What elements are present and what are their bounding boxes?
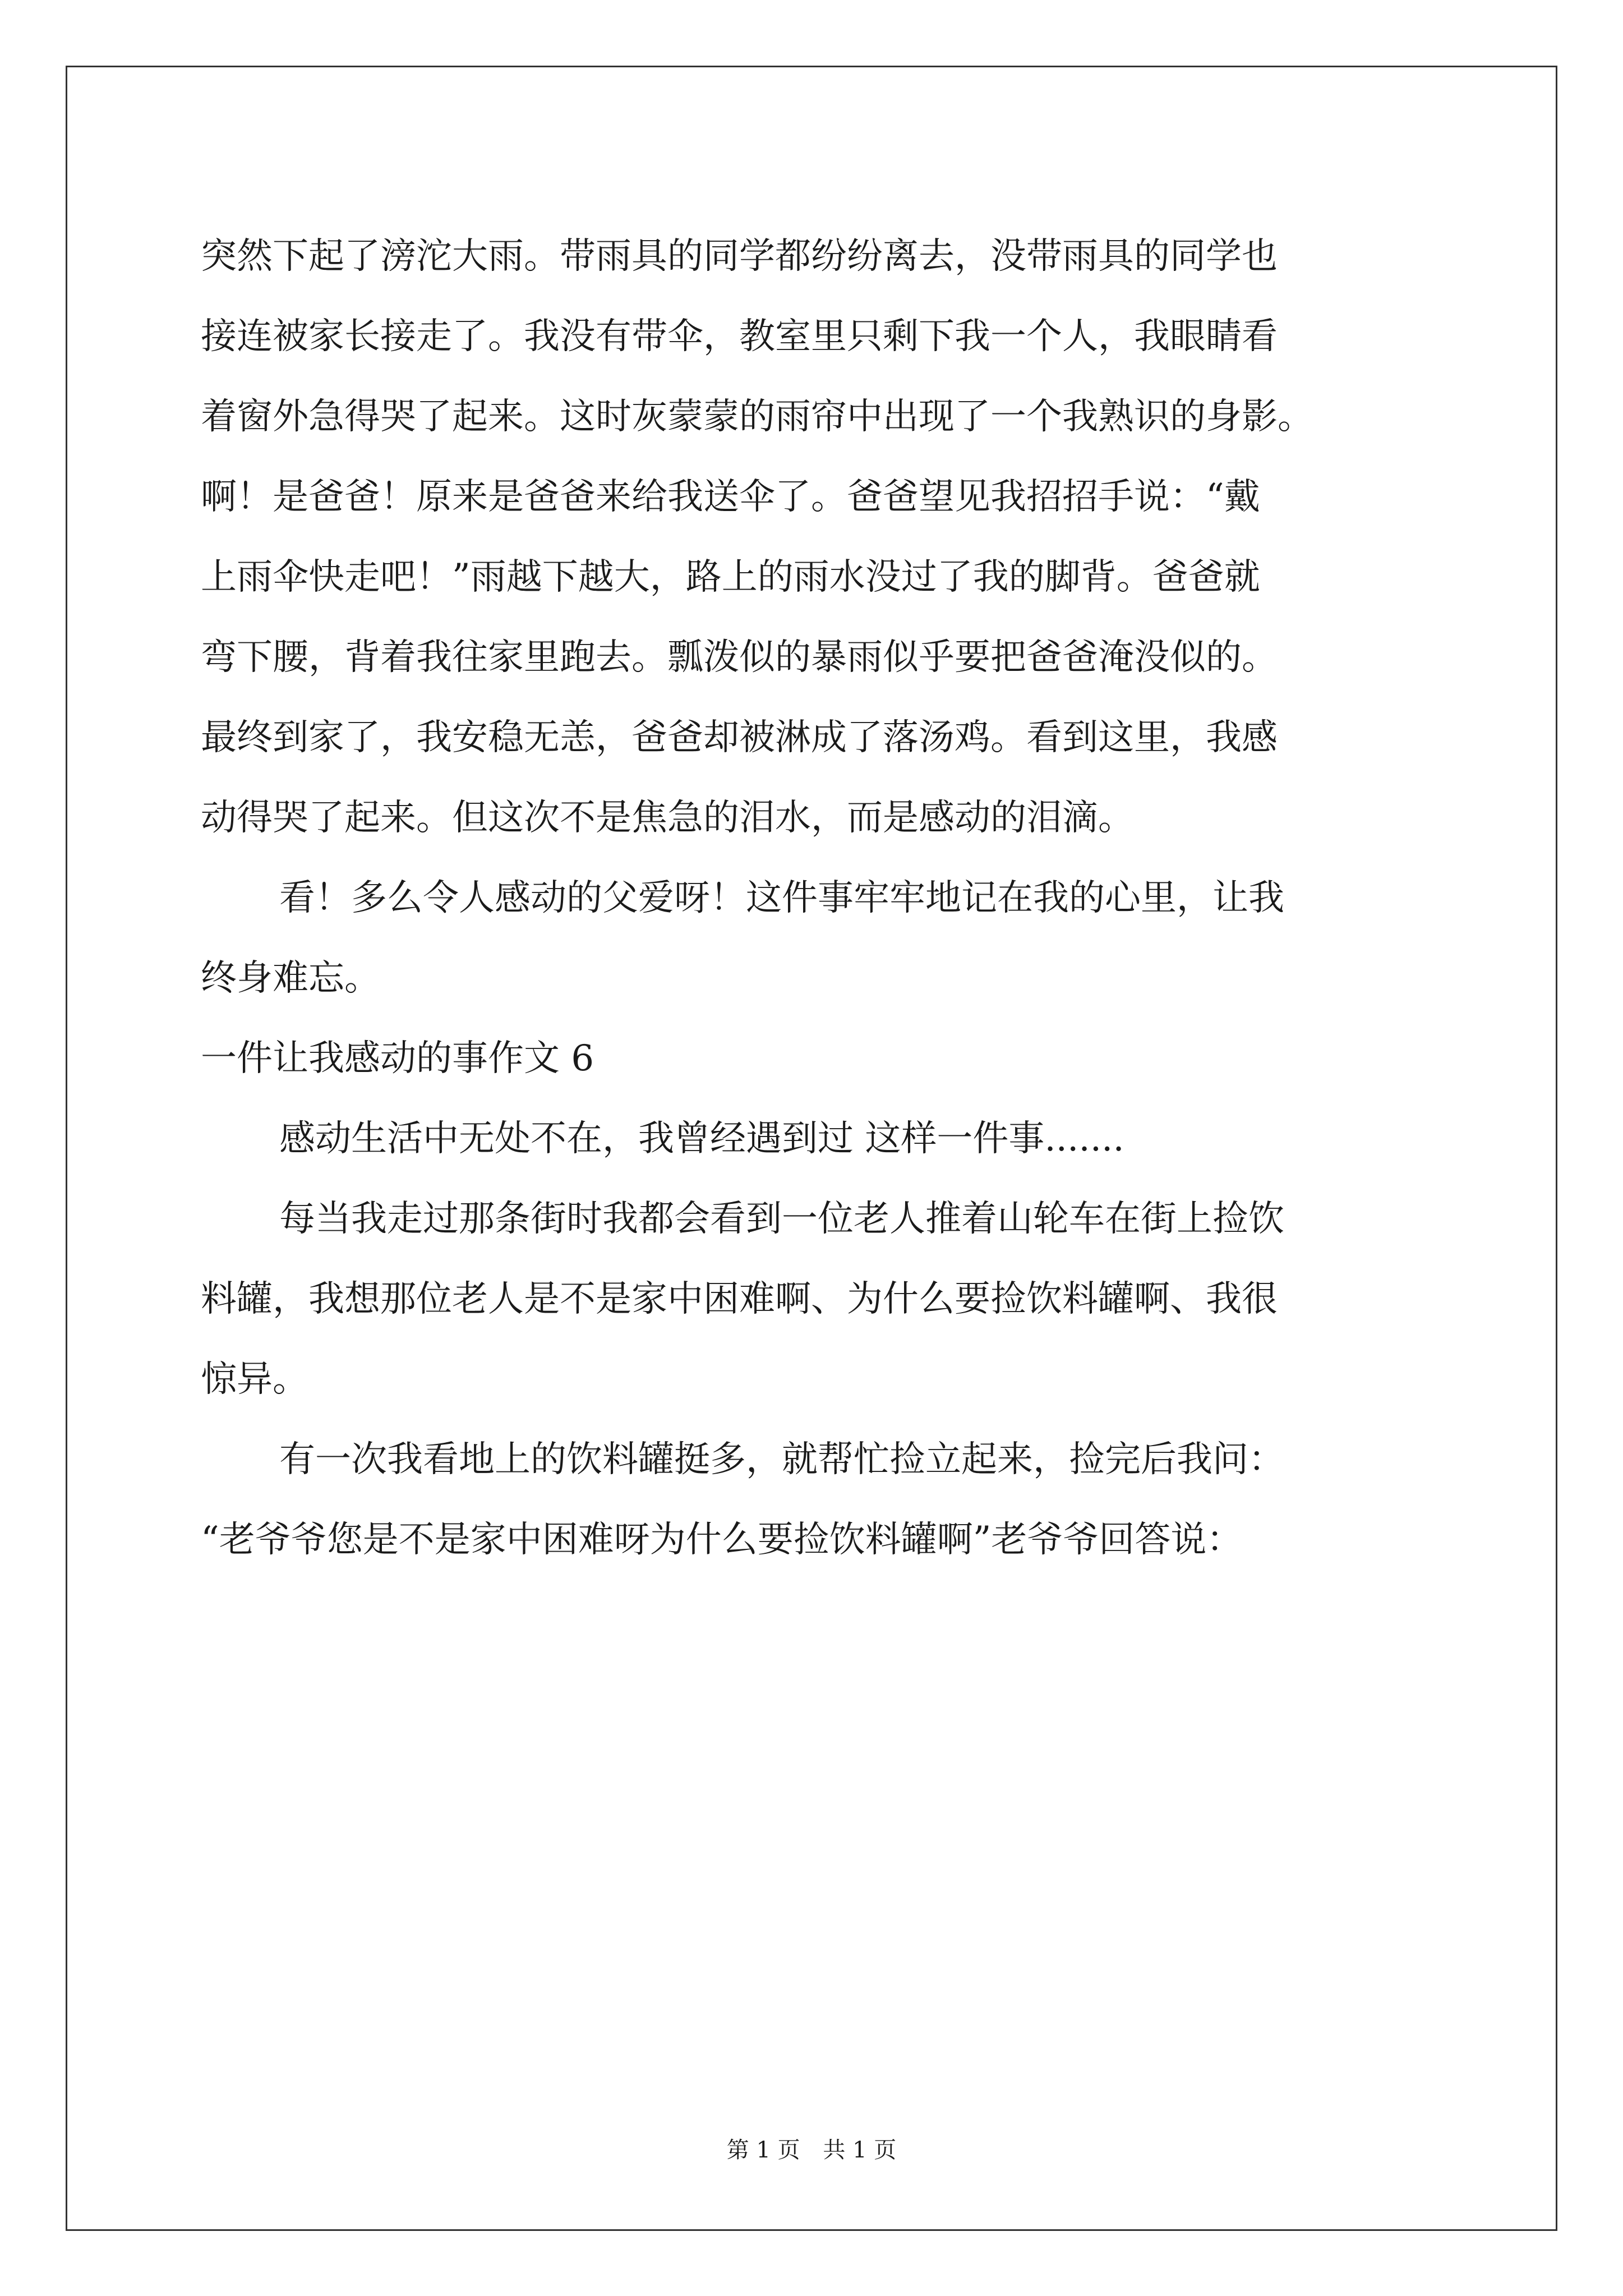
text-line-15: 惊异。 [201, 1359, 308, 1400]
text-line-5: 上雨伞快走吧！”雨越下越大，路上的雨水没过了我的脚背。爸爸就 [201, 556, 1260, 598]
page-number-total: 共 1 页 [823, 2137, 897, 2163]
text-line-9: 看！多么令人感动的父爱呀！这件事牢牢地记在我的心里，让我 [279, 877, 1284, 919]
text-line-16: 有一次我看地上的饮料罐挺多，就帮忙捡立起来，捡完后我问： [279, 1439, 1284, 1480]
text-line-4: 啊！是爸爸！原来是爸爸来给我送伞了。爸爸望见我招招手说：“戴 [201, 476, 1260, 518]
text-line-1: 突然下起了滂沱大雨。带雨具的同学都纷纷离去，没带雨具的同学也 [201, 236, 1278, 277]
page-number-current: 第 1 页 [726, 2137, 800, 2163]
text-line-8: 动得哭了起来。但这次不是焦急的泪水，而是感动的泪滴。 [201, 797, 1134, 839]
text-line-12: 感动生活中无处不在，我曾经遇到过 这样一件事....... [279, 1118, 1124, 1159]
text-line-3: 着窗外急得哭了起来。这时灰蒙蒙的雨帘中出现了一个我熟识的身影。 [201, 396, 1313, 438]
document-body [201, 217, 1502, 1580]
text-line-6: 弯下腰，背着我往家里跑去。瓢泼似的暴雨似乎要把爸爸淹没似的。 [201, 637, 1278, 678]
page-footer [0, 2134, 1623, 2166]
text-line-7: 最终到家了，我安稳无恙，爸爸却被淋成了落汤鸡。看到这里，我感 [201, 717, 1278, 758]
text-line-14: 料罐，我想那位老人是不是家中困难啊、为什么要捡饮料罐啊、我很 [201, 1278, 1278, 1320]
text-line-13: 每当我走过那条街时我都会看到一位老人推着山轮车在街上捡饮 [279, 1198, 1284, 1240]
text-line-2: 接连被家长接走了。我没有带伞，教室里只剩下我一个人，我眼睛看 [201, 316, 1278, 357]
text-line-17: “老爷爷您是不是家中困难呀为什么要捡饮料罐啊”老爷爷回答说： [201, 1519, 1243, 1561]
section-heading: 一件让我感动的事作文 6 [201, 1038, 594, 1079]
text-line-10: 终身难忘。 [201, 958, 380, 999]
